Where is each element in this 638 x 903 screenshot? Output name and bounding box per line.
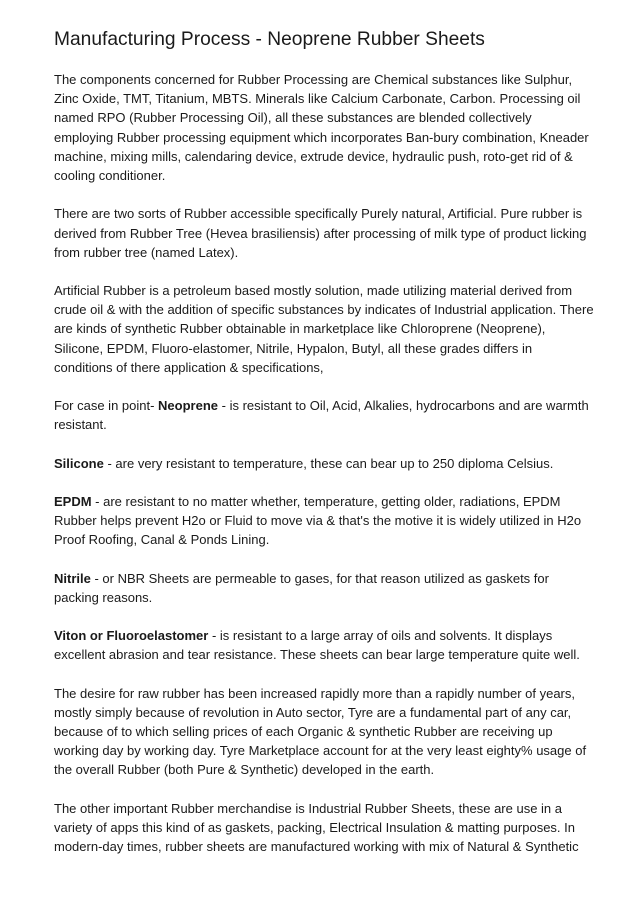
paragraph-text: There are two sorts of Rubber accessible specifically Purely natural, Artificial. Pure rubber is derived from Rubber Tree (Hevea brasiliensis) after processing of milk type of product licking from rubber tree (named Latex). <box>54 206 587 260</box>
document-body <box>54 70 594 856</box>
paragraph-text: - is resistant to Oil, Acid, Alkalies, hydrocarbons and are warmth resistant. <box>54 398 589 433</box>
paragraph-artificial-rubber <box>54 281 594 377</box>
paragraph-epdm <box>54 492 594 550</box>
term-viton: Viton or Fluoroelastomer <box>54 628 209 644</box>
term-neoprene: Neoprene <box>158 398 219 414</box>
paragraph-silicone <box>54 454 594 473</box>
paragraph-raw-rubber-demand <box>54 684 594 780</box>
paragraph-viton <box>54 626 594 664</box>
paragraph-text: - or NBR Sheets are permeable to gases, for that reason utilized as gaskets for packing reasons. <box>54 570 549 605</box>
paragraph-text: - are very resistant to temperature, these can bear up to 250 diploma Celsius. <box>103 455 554 471</box>
paragraph-text: Artificial Rubber is a petroleum based mostly solution, made utilizing material derived from crude oil & with the addition of specific substances by indicates of Industrial application. There are kinds of synthetic Rubber obtainable in marketplace like Chloroprene (Neoprene), Silicone, EPDM, Fluoro-elastomer, Nitrile, Hypalon, Butyl, all these grades differs in conditions of there application & specifications, <box>54 283 594 375</box>
paragraph-text: The other important Rubber merchandise is Industrial Rubber Sheets, these are use in a variety of apps this kind of as gaskets, packing, Electrical Insulation & matting purposes. In modern-day times, rubber sheets are manufactured working with mix of Natural & Synthetic <box>54 800 579 855</box>
paragraph-prefix: For case in point- <box>54 398 159 414</box>
term-silicone: Silicone <box>54 455 104 471</box>
document-title: Manufacturing Process - Neoprene Rubber Sheets <box>54 29 485 50</box>
term-epdm: EPDM <box>54 493 92 509</box>
paragraph-text: The desire for raw rubber has been increased rapidly more than a rapidly number of years, mostly simply because of revolution in Auto sector, Tyre are a fundamental part of any car, because of to which selling prices of each Organic & synthetic Rubber are receiving up working day by working day. Tyre Marketplace account for at the very least eighty% usage of the overall Rubber (both Pure & Synthetic) developed in the earth. <box>54 685 587 778</box>
paragraph-industrial-sheets <box>54 799 594 857</box>
paragraph-components <box>54 70 594 185</box>
paragraph-nitrile <box>54 569 594 607</box>
paragraph-neoprene <box>54 396 594 434</box>
term-nitrile: Nitrile <box>54 570 91 586</box>
paragraph-text: - is resistant to a large array of oils and solvents. It displays excellent abrasion and tear resistance. These sheets can bear large temperature quite well. <box>54 628 580 663</box>
paragraph-rubber-sorts <box>54 204 594 262</box>
paragraph-text: The components concerned for Rubber Processing are Chemical substances like Sulphur, Zinc Oxide, TMT, Titanium, MBTS. Minerals like Calcium Carbonate, Carbon. Processing oil named RPO (Rubber Processing Oil), all these substances are blended collectively employing Rubber processing equipment which incorporates Ban-bury combination, Kneader machine, mixing mills, calendaring device, extrude device, hydraulic push, roto-get rid of & cooling conditioner. <box>54 72 589 184</box>
paragraph-text: - are resistant to no matter whether, temperature, getting older, radiations, EPDM Rubber helps prevent H2o or Fluid to move via & that's the motive it is widely utilized in H2o Proof Roofing, Canal & Ponds Lining. <box>54 493 582 548</box>
